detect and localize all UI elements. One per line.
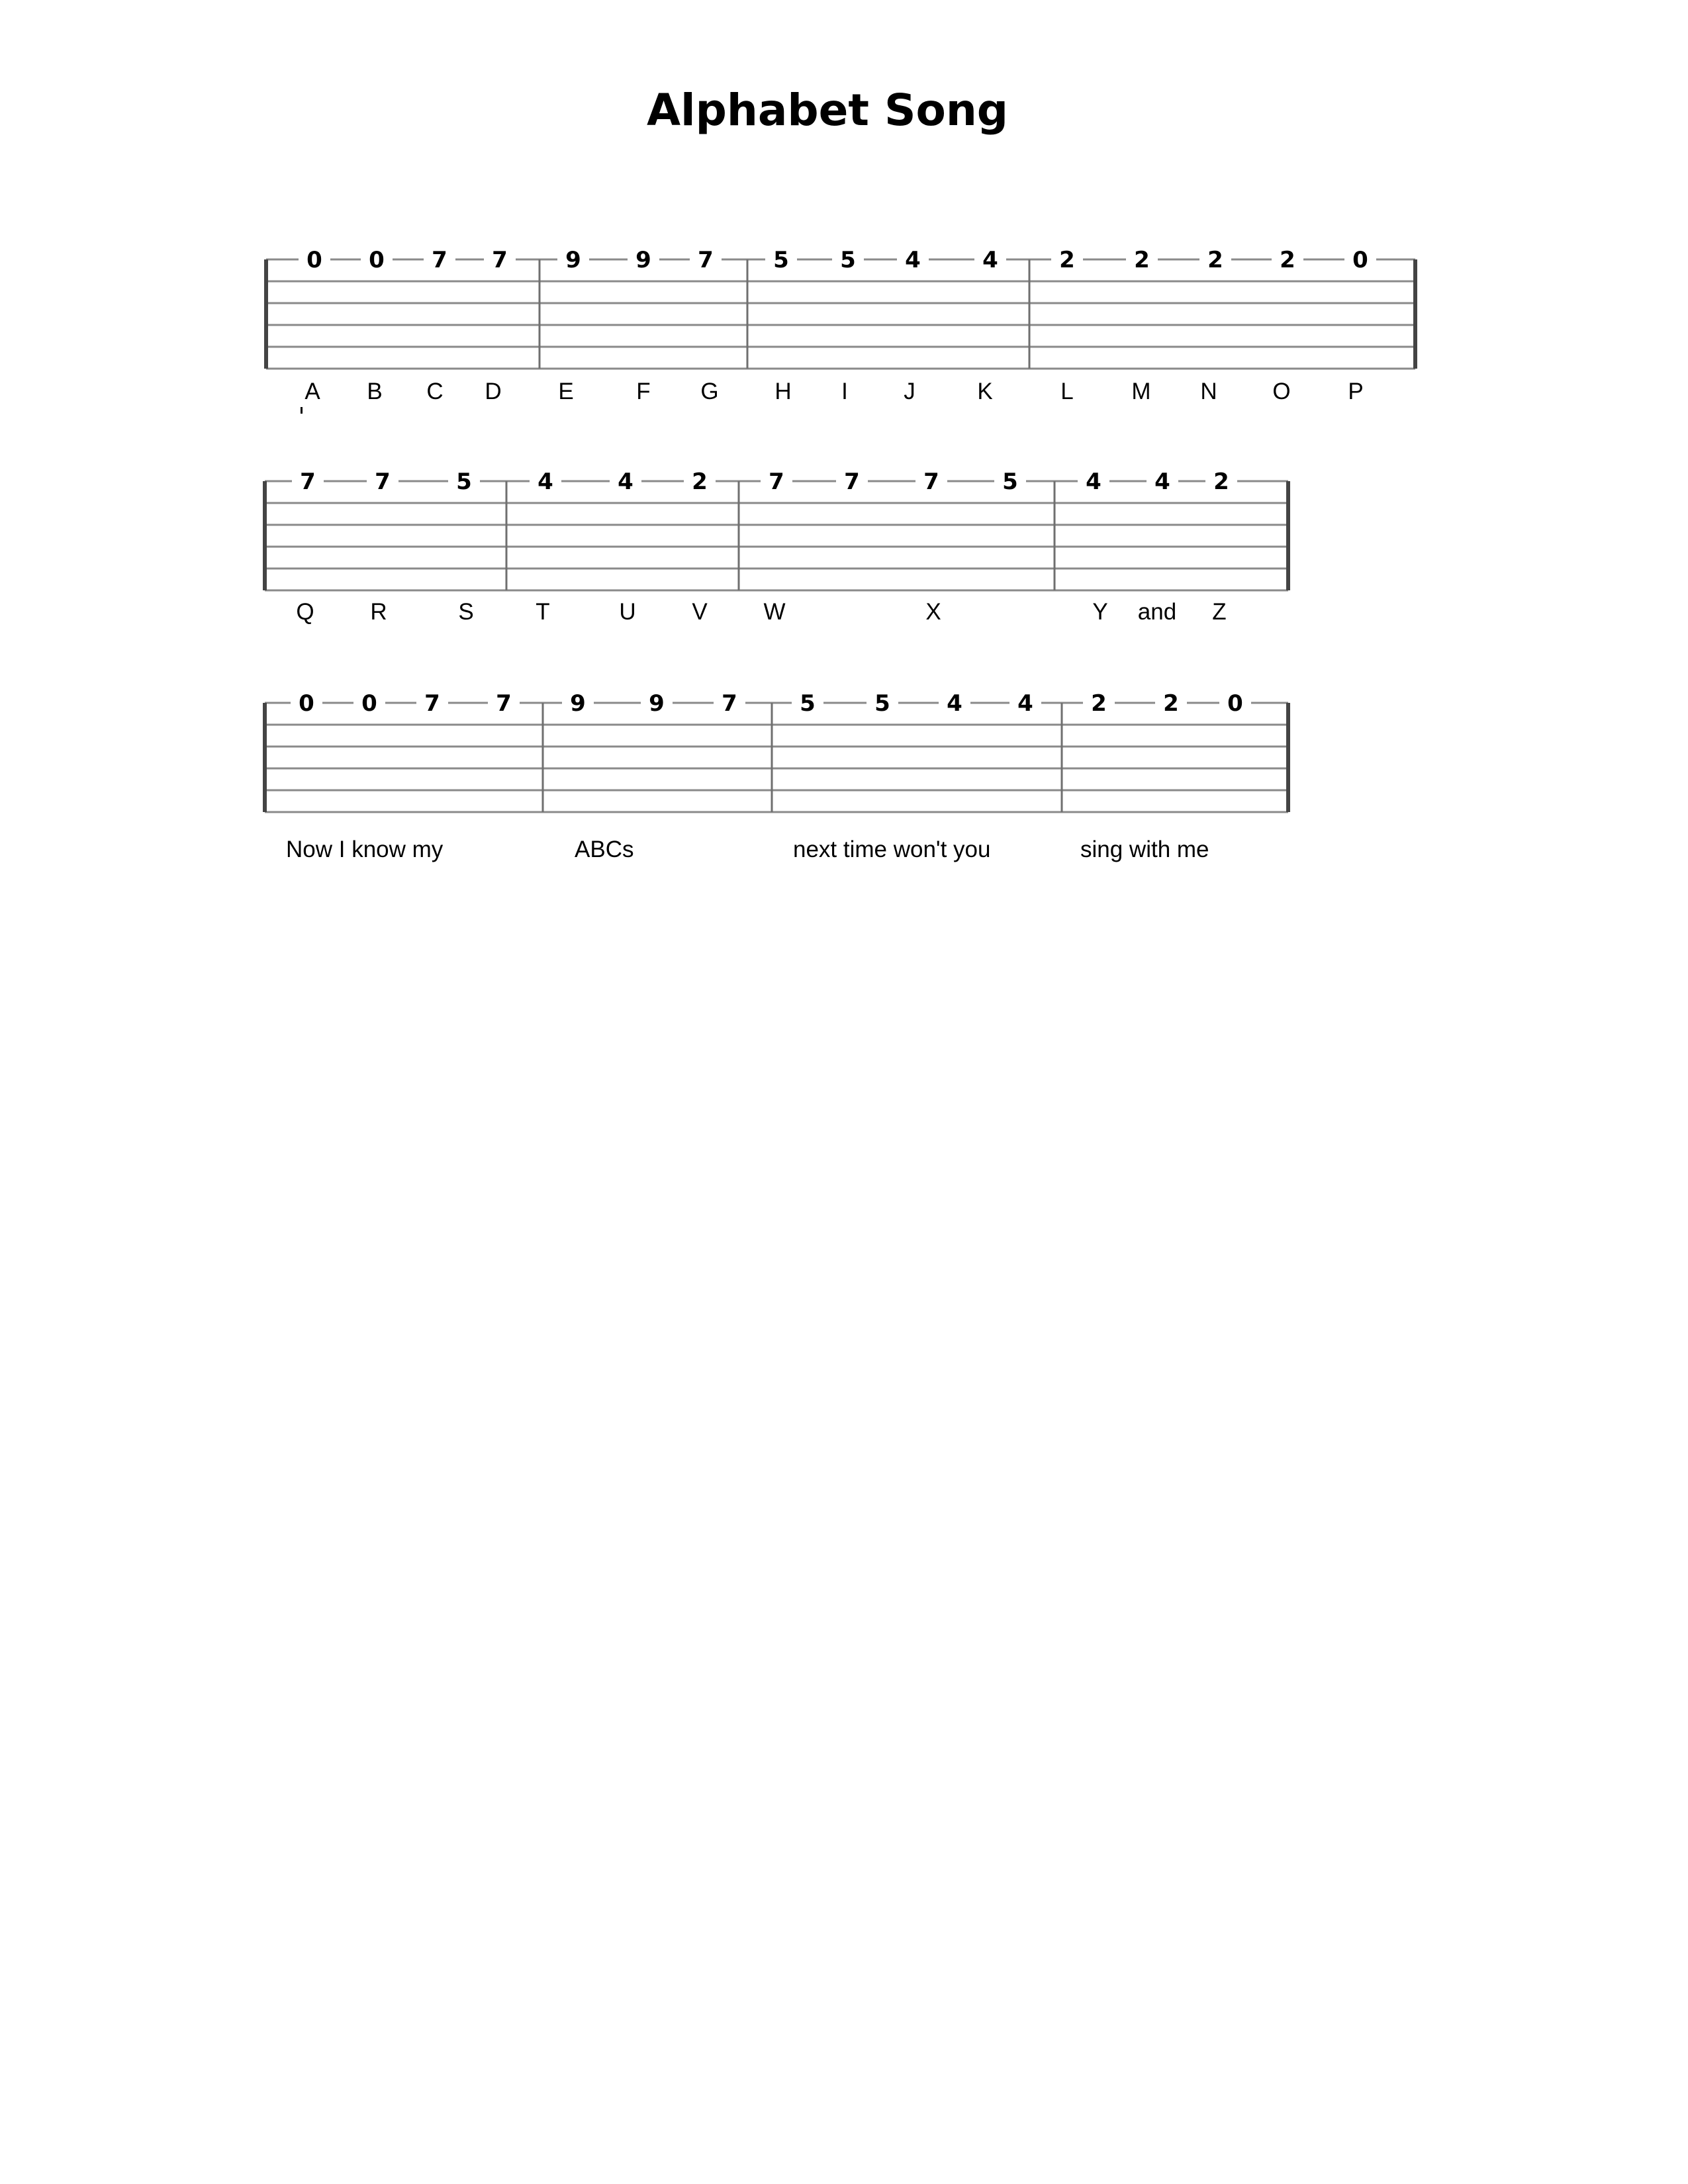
lyric-text: X — [925, 599, 941, 625]
fret-number: 9 — [570, 690, 586, 717]
lyric-text: C — [426, 379, 444, 404]
fret-number: 7 — [300, 469, 316, 495]
fret-number: 0 — [306, 247, 322, 273]
fret-number: 4 — [1017, 690, 1033, 717]
lyric-text: Now I know my — [286, 837, 444, 862]
fret-number: 2 — [1163, 690, 1179, 717]
fret-number: 9 — [649, 690, 665, 717]
fret-number: 4 — [538, 469, 553, 495]
fret-number: 5 — [800, 690, 816, 717]
fret-number: 2 — [692, 469, 708, 495]
fret-number: 5 — [840, 247, 856, 273]
lyric-text: sing with me — [1080, 837, 1209, 862]
lyric-text: F — [636, 379, 651, 404]
lyric-text: Z — [1212, 599, 1227, 625]
fret-number: 0 — [361, 690, 377, 717]
lyric-text: G — [700, 379, 719, 404]
fret-number: 9 — [565, 247, 581, 273]
fret-number: 2 — [1134, 247, 1150, 273]
lyric-text: R — [370, 599, 387, 625]
lyric-text: H — [774, 379, 792, 404]
lyric-text: W — [763, 599, 786, 625]
fret-number: 7 — [844, 469, 860, 495]
lyric-text: O — [1272, 379, 1291, 404]
lyric-text: T — [536, 599, 550, 625]
fret-number: 5 — [456, 469, 472, 495]
fret-number: 4 — [982, 247, 998, 273]
fret-number: 4 — [618, 469, 633, 495]
lyric-text: V — [692, 599, 708, 625]
lyric-text: J — [904, 379, 915, 404]
fret-number: 7 — [492, 247, 508, 273]
lyric-text: S — [458, 599, 474, 625]
fret-number: 7 — [722, 690, 737, 717]
fret-number: 2 — [1059, 247, 1075, 273]
fret-number: 5 — [874, 690, 890, 717]
page-title: Alphabet Song — [646, 85, 1009, 136]
lyric-text: A — [305, 379, 320, 404]
lyric-text: next time won't you — [793, 837, 991, 862]
lyric-text: U — [619, 599, 636, 625]
fret-number: 7 — [375, 469, 391, 495]
fret-number: 4 — [905, 247, 921, 273]
lyric-text: and — [1137, 599, 1177, 625]
lyric-text: Q — [296, 599, 314, 625]
lyric-text: D — [485, 379, 502, 404]
fret-number: 7 — [496, 690, 512, 717]
fret-number: 2 — [1280, 247, 1295, 273]
fret-number: 7 — [769, 469, 784, 495]
fret-number: 0 — [1352, 247, 1368, 273]
lyric-text: E — [558, 379, 574, 404]
fret-number: 9 — [635, 247, 651, 273]
fret-number: 4 — [1086, 469, 1102, 495]
lyric-text: K — [977, 379, 993, 404]
fret-number: 7 — [923, 469, 939, 495]
fret-number: 0 — [369, 247, 385, 273]
fret-number: 2 — [1091, 690, 1107, 717]
fret-number: 7 — [698, 247, 714, 273]
fret-number: 7 — [424, 690, 440, 717]
lyric-text: Y — [1092, 599, 1108, 625]
fret-number: 0 — [299, 690, 314, 717]
fret-number: 7 — [432, 247, 447, 273]
lyric-text: ABCs — [575, 837, 634, 862]
fret-number: 2 — [1213, 469, 1229, 495]
fret-number: 4 — [1154, 469, 1170, 495]
fret-number: 5 — [773, 247, 789, 273]
fret-number: 2 — [1207, 247, 1223, 273]
lyric-text: B — [367, 379, 383, 404]
fret-number: 0 — [1227, 690, 1243, 717]
lyric-text: N — [1200, 379, 1217, 404]
fret-number: 5 — [1002, 469, 1018, 495]
lyric-text: M — [1131, 379, 1151, 404]
stray-mark — [301, 407, 303, 414]
lyric-text: I — [841, 379, 848, 404]
lyric-text: P — [1348, 379, 1364, 404]
lyric-text: L — [1060, 379, 1074, 404]
fret-number: 4 — [947, 690, 962, 717]
